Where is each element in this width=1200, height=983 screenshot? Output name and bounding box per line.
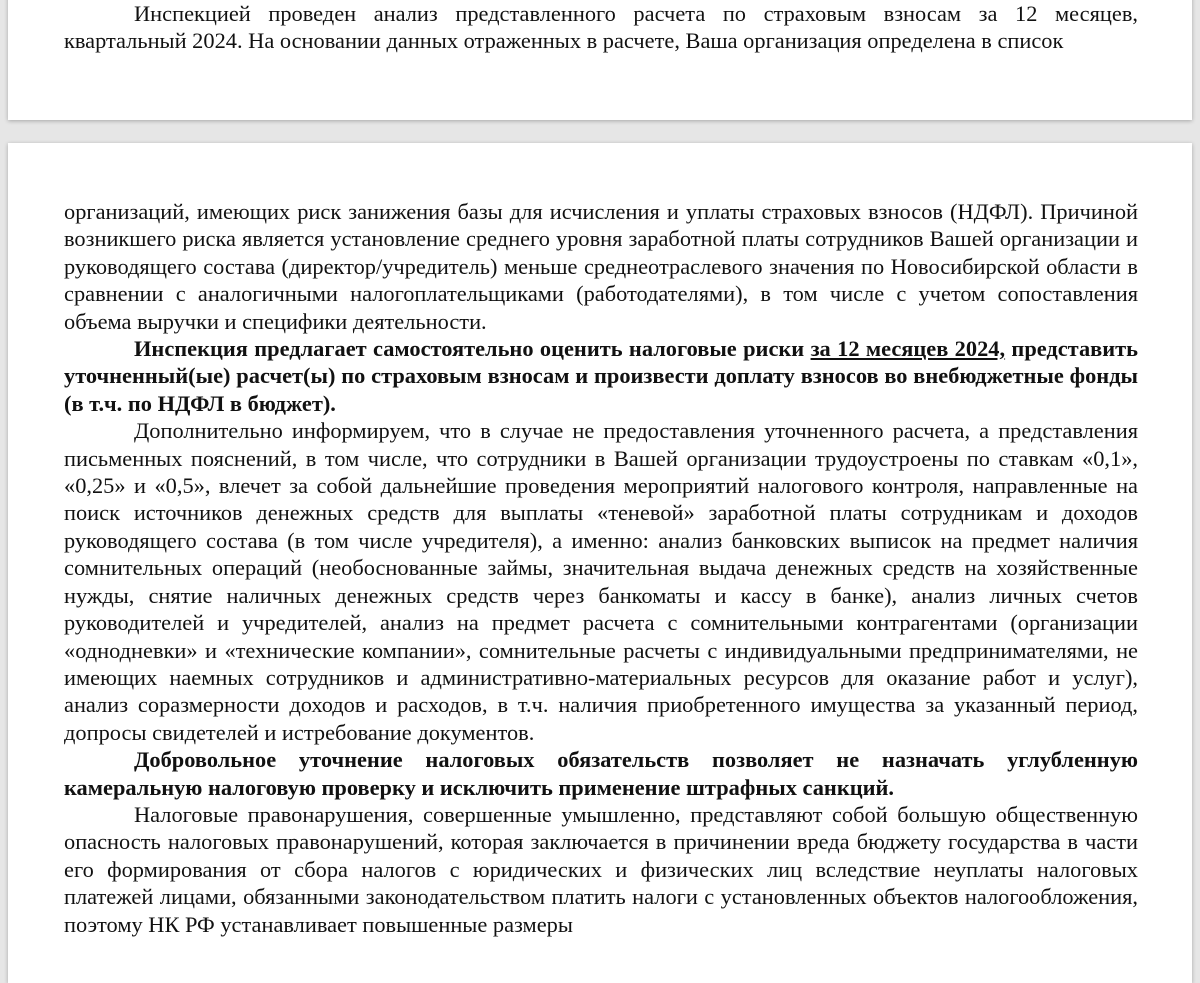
tax-offenses-paragraph: Налоговые правонарушения, совершенные умышленно, представляют собой большую общественную опасность налоговых правонарушений, которая заключается в причинении вреда бюджету государства в части его формирования от сбора налогов с юридических и физических лиц вследствие неуплаты налоговых платежей лицами, обязанными законодательством платить налоги с установленных объектов налогообложения, поэтому НК РФ устанавливает повышенные размеры — [64, 801, 1138, 937]
offer-text-start: Инспекция предлагает самостоятельно оценить налоговые риски — [134, 336, 811, 362]
additional-info-paragraph: Дополнительно информируем, что в случае не предоставления уточненного расчета, а представления письменных пояснений, в том числе, что сотрудники в Вашей организации трудоустроены по ставкам «0,1», «0,25» и «0,5», влечет за собой дальнейшие проведения мероприятий налогового контроля, направленные на поиск источников денежных средств для выплаты «теневой» заработной платы сотрудникам и доходов руководящего состава (в том числе учредителя), а именно: анализ банковских выписок на предмет наличия сомнительных операций (необоснованные займы, значительная выдача денежных средств на хозяйственные нужды, снятие наличных денежных средств через банкоматы и кассу в банке), анализ личных счетов руководителей и учредителей, анализ на предмет расчета с сомнительными контрагентами (организации «однодневки» и «технические компании», сомнительные расчеты с индивидуальными предпринимателями, не имеющих наемных сотрудников и административно-материальных ресурсов для оказание работ и услуг), анализ соразмерности доходов и расходов, в т.ч. наличия приобретенного имущества за указанный период, допросы свидетелей и истребование документов. — [64, 418, 1138, 745]
document-page-1 — [8, 0, 1192, 120]
offer-text-end: представить уточненный(ые) расчет(ы) по страховым взносам и произвести доплату взносов во внебюджетные фонды (в т.ч. по НДФЛ в бюджет). — [64, 336, 1138, 416]
intro-paragraph: Инспекцией проведен анализ представленного расчета по страховым взносам за 12 месяцев, квартальный 2024. На основании данных отраженных в расчете, Ваша организация определена в список — [64, 1, 1138, 54]
voluntary-clarification-paragraph: Добровольное уточнение налоговых обязательств позволяет не назначать углубленную камеральную налоговую проверку и исключить применение штрафных санкций. — [64, 747, 1138, 800]
page-2-text — [64, 198, 1138, 938]
continuation-paragraph: организаций, имеющих риск занижения базы для исчисления и уплаты страховых взносов (НДФЛ). Причиной возникшего риска является установление среднего уровня заработной платы сотрудников Вашей организации и руководящего состава (директор/учредитель) меньше среднеотраслевого значения по Новосибирской области в сравнении с аналогичными налогоплательщиками (работодателями), в том числе с учетом сопоставления объема выручки и специфики деятельности. — [64, 199, 1138, 334]
page-1-text — [64, 0, 1138, 55]
offer-paragraph — [64, 335, 1138, 417]
offer-period-underlined: за 12 месяцев 2024, — [810, 336, 1006, 362]
document-page-2 — [8, 143, 1192, 983]
